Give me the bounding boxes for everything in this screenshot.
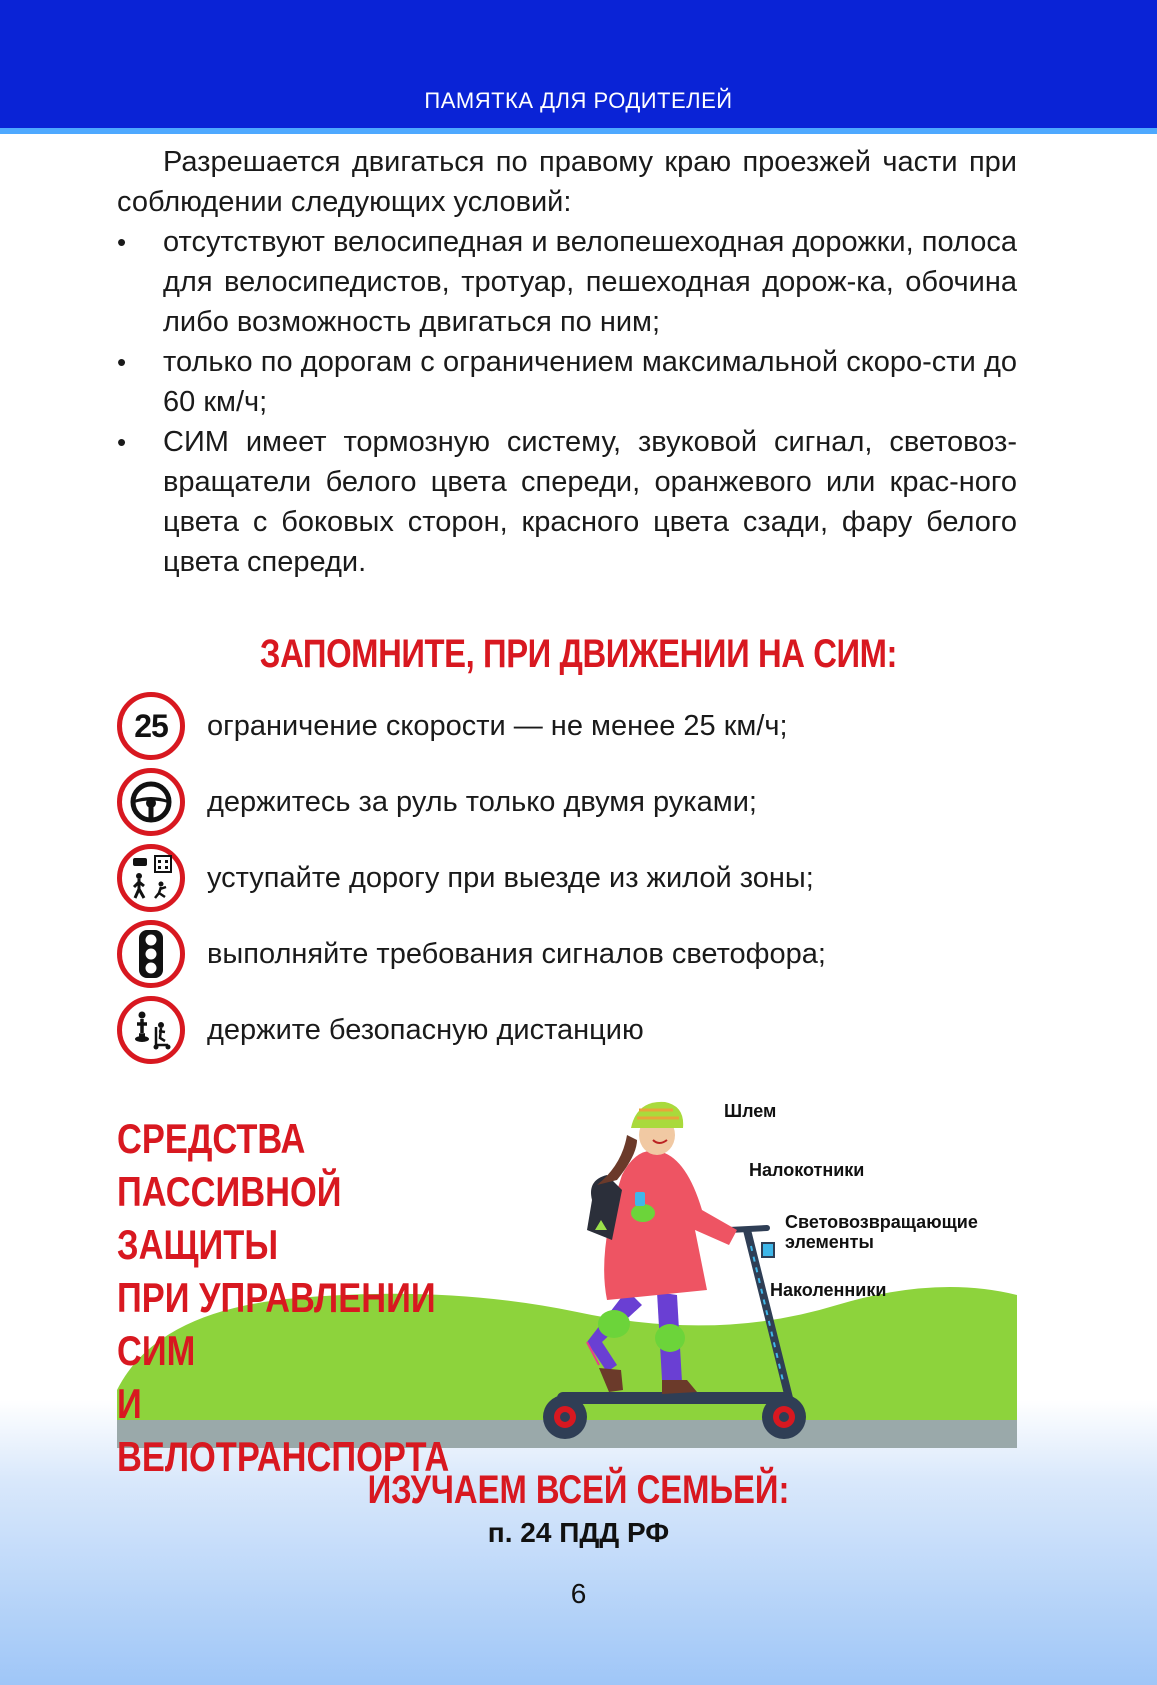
list-item: • СИМ имеет тормозную систему, звуковой сигнал, световоз-вращатели белого цвета спереди, оранжевого или крас-ного цвета с боковых сторон, красного цвета сзади, фару белого цвета спереди. <box>117 422 1017 582</box>
intro-text <box>117 142 1017 582</box>
list-item: • отсутствуют велосипедная и велопешеходная дорожки, полоса для велосипедистов, тротуар, пешеходная дорож-ка, обочина либо возможность двигаться по ним; <box>117 222 1017 342</box>
traffic-light-icon <box>117 920 185 988</box>
label-elbow-pads: Налокотники <box>749 1160 865 1180</box>
rule-text: выполняйте требования сигналов светофора; <box>207 937 826 970</box>
rule-distance <box>117 992 1017 1068</box>
page-number: 6 <box>570 1578 587 1609</box>
remember-title: ЗАПОМНИТЕ, ПРИ ДВИЖЕНИИ НА СИМ: <box>259 632 898 676</box>
speed-limit-icon <box>117 692 185 760</box>
header-title: ПАМЯТКА ДЛЯ РОДИТЕЛЕЙ <box>424 88 733 113</box>
rule-traffic-light <box>117 916 1017 992</box>
rules-list <box>117 688 1017 1068</box>
steering-wheel-icon <box>117 768 185 836</box>
rule-text: держите безопасную дистанцию <box>207 1013 644 1046</box>
list-item: • только по дорогам с ограничением максимальной скоро-сти до 60 км/ч; <box>117 342 1017 422</box>
label-knee-pads: Наколенники <box>770 1280 887 1300</box>
family-subtitle: п. 24 ПДД РФ <box>487 1517 670 1548</box>
rule-speed <box>117 688 1017 764</box>
page-header <box>0 0 1157 134</box>
intro-paragraph: Разрешается двигаться по правому краю проезжей части при соблюдении следующих условий: <box>117 146 1017 218</box>
rule-steering <box>117 764 1017 840</box>
label-reflectors: Световозвращающие элементы <box>785 1212 978 1252</box>
rule-residential <box>117 840 1017 916</box>
rule-text: уступайте дорогу при выезде из жилой зоны; <box>207 861 814 894</box>
rule-text: держитесь за руль только двумя руками; <box>207 785 757 818</box>
rule-text: ограничение скорости — не менее 25 км/ч; <box>207 709 788 742</box>
conditions-list <box>117 222 1017 582</box>
speed-limit-value: 25 <box>134 707 168 744</box>
passive-protection-title: СРЕДСТВА ПАССИВНОЙ ЗАЩИТЫ ПРИ УПРАВЛЕНИИ СИМ И ВЕЛОТРАНСПОРТА <box>117 1115 450 1480</box>
label-helmet: Шлем <box>724 1101 777 1121</box>
family-title: ИЗУЧАЕМ ВСЕЙ СЕМЬЕЙ: <box>367 1468 790 1512</box>
residential-zone-icon <box>117 844 185 912</box>
distance-icon <box>117 996 185 1064</box>
